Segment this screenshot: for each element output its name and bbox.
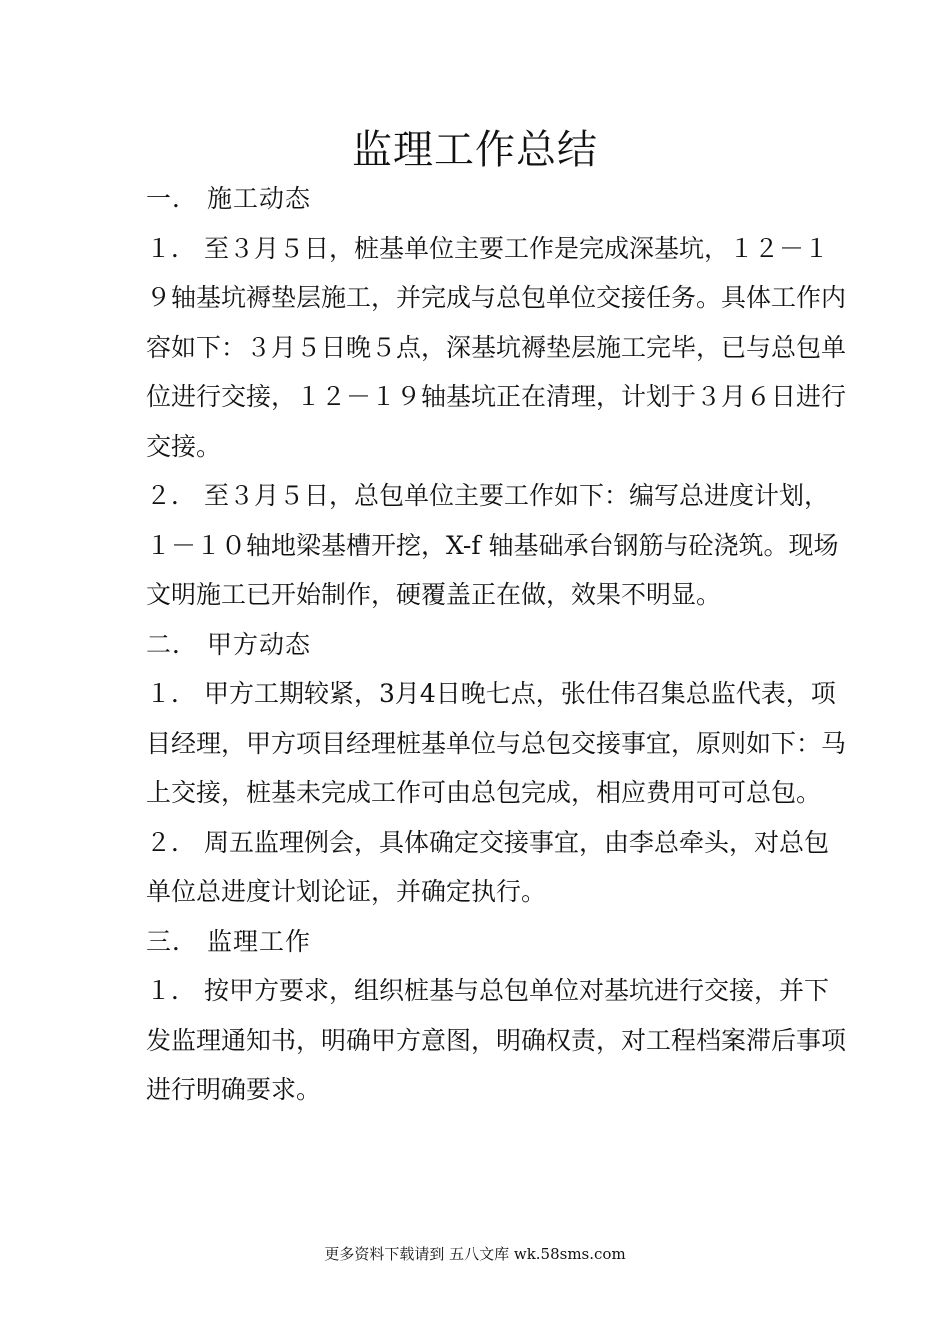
paragraph: １． 至３月５日，桩基单位主要工作是完成深基坑，１２－１９轴基坑褥垫层施工，并完成与总包单位交接任务。具体工作内容如下：３月５日晚５点，深基坑褥垫层施工完毕，已与总包单位进行交接，１２－１９轴基坑正在清理，计划于３月６日进行交接。 (146, 233, 847, 461)
footer-note: 更多资料下载请到 五八文库 wk.58sms.com (324, 1245, 626, 1263)
section-heading-owner: 二． 甲方动态 (146, 629, 311, 659)
paragraph: ２． 周五监理例会，具体确定交接事宜，由李总牵头，对总包单位总进度计划论证，并确定执行。 (146, 827, 829, 906)
paragraph: １． 按甲方要求，组织桩基与总包单位对基坑进行交接，并下发监理通知书，明确甲方意图，明确权责，对工程档案滞后事项进行明确要求。 (146, 976, 847, 1104)
paragraph: １． 甲方工期较紧，3月4日晚七点，张仕伟召集总监代表，项目经理，甲方项目经理桩基单位与总包交接事宜，原则如下：马上交接，桩基未完成工作可由总包完成，相应费用可可总包。 (146, 679, 847, 807)
paragraph: ２． 至３月５日，总包单位主要工作如下：编写总进度计划，１－１０轴地梁基槽开挖，X-f 轴基础承台钢筋与砼浇筑。现场文明施工已开始制作，硬覆盖正在做，效果不明显。 (146, 481, 839, 609)
document-title: 监理工作总结 (352, 127, 598, 173)
section-heading-supervision: 三． 监理工作 (146, 926, 311, 956)
section-heading-construction: 一． 施工动态 (146, 184, 311, 213)
document-body (146, 174, 846, 1115)
